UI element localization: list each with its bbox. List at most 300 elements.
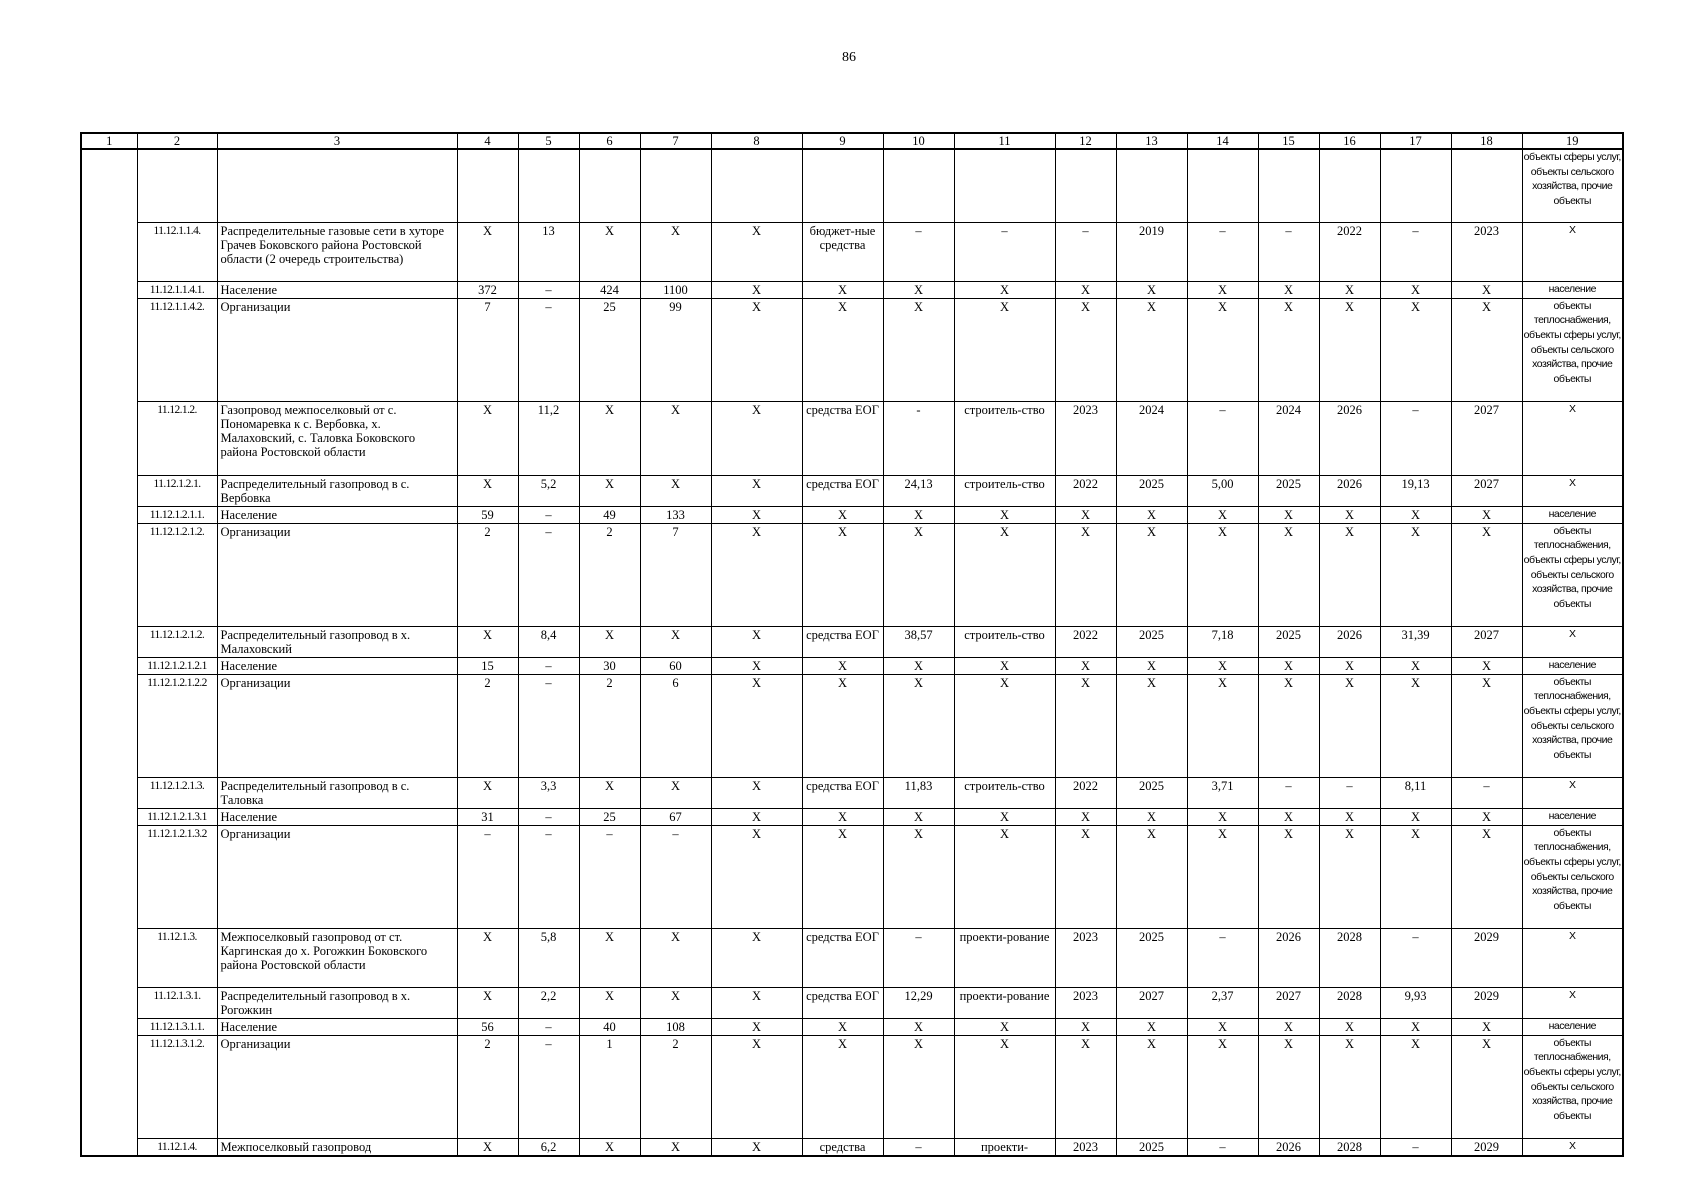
cell-col-12: Х bbox=[1055, 674, 1116, 777]
cell-col-18: Х bbox=[1451, 808, 1522, 825]
cell-col-9: бюджет-ные средства bbox=[802, 222, 883, 281]
cell-col-14: 7,18 bbox=[1187, 626, 1258, 657]
cell-col-6: Х bbox=[579, 928, 640, 987]
cell-col-16: – bbox=[1319, 777, 1380, 808]
cell-col-7: 1100 bbox=[640, 281, 711, 298]
table-row bbox=[81, 401, 1623, 475]
cell-col-10: – bbox=[883, 1138, 954, 1156]
object-name-cell: Газопровод межпоселковый от с. Пономаревка к с. Вербовка, х. Малаховский, с. Таловка Боковского района Ростовской области bbox=[217, 401, 457, 475]
cell-col-19: Х bbox=[1522, 1138, 1623, 1156]
cell-col-11 bbox=[954, 149, 1055, 222]
cell-col-18: Х bbox=[1451, 1035, 1522, 1138]
row-number-cell: 11.12.1.2.1.3. bbox=[137, 777, 217, 808]
cell-col-6: Х bbox=[579, 987, 640, 1018]
cell-col-10: Х bbox=[883, 1018, 954, 1035]
object-name-cell: Население bbox=[217, 808, 457, 825]
cell-col-14: Х bbox=[1187, 657, 1258, 674]
cell-col-14: 2,37 bbox=[1187, 987, 1258, 1018]
cell-col-14: – bbox=[1187, 401, 1258, 475]
cell-col-14: Х bbox=[1187, 281, 1258, 298]
cell-col-12 bbox=[1055, 149, 1116, 222]
cell-col-8: Х bbox=[711, 987, 802, 1018]
cell-col-5: – bbox=[518, 674, 579, 777]
cell-col-16: Х bbox=[1319, 523, 1380, 626]
object-name-cell: Распределительный газопровод в х. Малаховский bbox=[217, 626, 457, 657]
cell-col-14: – bbox=[1187, 222, 1258, 281]
cell-col-10: Х bbox=[883, 674, 954, 777]
row-number-cell: 11.12.1.3. bbox=[137, 928, 217, 987]
cell-col-18: – bbox=[1451, 777, 1522, 808]
cell-col-16: 2022 bbox=[1319, 222, 1380, 281]
cell-col-13: 2027 bbox=[1116, 987, 1187, 1018]
column-header-6: 6 bbox=[579, 133, 640, 149]
cell-col-16: Х bbox=[1319, 281, 1380, 298]
cell-col-12: 2023 bbox=[1055, 401, 1116, 475]
column-header-14: 14 bbox=[1187, 133, 1258, 149]
cell-col-6: 2 bbox=[579, 523, 640, 626]
cell-col-11: проекти-рование bbox=[954, 928, 1055, 987]
table-row bbox=[81, 1138, 1623, 1156]
cell-col-4: 2 bbox=[457, 1035, 518, 1138]
cell-col-16: 2028 bbox=[1319, 987, 1380, 1018]
cell-col-19: население bbox=[1522, 1018, 1623, 1035]
row-number-cell: 11.12.1.1.4.1. bbox=[137, 281, 217, 298]
cell-col-5: 5,2 bbox=[518, 475, 579, 506]
cell-col-10: – bbox=[883, 928, 954, 987]
cell-col-7: 99 bbox=[640, 298, 711, 401]
cell-col-9: средства ЕОГ bbox=[802, 401, 883, 475]
cell-col-13: 2019 bbox=[1116, 222, 1187, 281]
cell-col-11: – bbox=[954, 222, 1055, 281]
cell-col-5: – bbox=[518, 657, 579, 674]
cell-col-18: Х bbox=[1451, 1018, 1522, 1035]
cell-col-18: Х bbox=[1451, 298, 1522, 401]
cell-col-10: - bbox=[883, 401, 954, 475]
cell-col-12: 2022 bbox=[1055, 475, 1116, 506]
cell-col-17: – bbox=[1380, 222, 1451, 281]
column-header-11: 11 bbox=[954, 133, 1055, 149]
cell-col-5: 2,2 bbox=[518, 987, 579, 1018]
cell-col-10: Х bbox=[883, 808, 954, 825]
object-name-cell: Организации bbox=[217, 1035, 457, 1138]
cell-col-8: Х bbox=[711, 1018, 802, 1035]
cell-col-11: Х bbox=[954, 506, 1055, 523]
cell-col-5 bbox=[518, 149, 579, 222]
cell-col-14: Х bbox=[1187, 825, 1258, 928]
cell-col-9: средства ЕОГ bbox=[802, 626, 883, 657]
cell-col-14: Х bbox=[1187, 1035, 1258, 1138]
cell-col-17: 31,39 bbox=[1380, 626, 1451, 657]
cell-col-5: – bbox=[518, 506, 579, 523]
cell-col-15: 2025 bbox=[1258, 475, 1319, 506]
row-number-cell: 11.12.1.2.1.2.2 bbox=[137, 674, 217, 777]
cell-col-5: – bbox=[518, 808, 579, 825]
cell-col-14: – bbox=[1187, 1138, 1258, 1156]
cell-col-12: Х bbox=[1055, 523, 1116, 626]
cell-col-12: Х bbox=[1055, 1035, 1116, 1138]
object-name-cell: Организации bbox=[217, 523, 457, 626]
cell-col-19: объекты теплоснабжения, объекты сферы услуг, объекты сельского хозяйства, прочие объекты bbox=[1522, 298, 1623, 401]
cell-col-7: Х bbox=[640, 928, 711, 987]
page-number: 86 bbox=[842, 50, 856, 65]
cell-col-16: 2028 bbox=[1319, 928, 1380, 987]
row-number-cell: 11.12.1.2.1.2.1 bbox=[137, 657, 217, 674]
cell-col-4: 2 bbox=[457, 674, 518, 777]
cell-col-16: 2026 bbox=[1319, 626, 1380, 657]
row-number-cell: 11.12.1.2.1.3.2 bbox=[137, 825, 217, 928]
cell-col-17: – bbox=[1380, 401, 1451, 475]
cell-col-6: Х bbox=[579, 475, 640, 506]
cell-col-13: 2025 bbox=[1116, 1138, 1187, 1156]
cell-col-7: Х bbox=[640, 475, 711, 506]
cell-col-4: 372 bbox=[457, 281, 518, 298]
cell-col-10: Х bbox=[883, 657, 954, 674]
cell-col-18: 2027 bbox=[1451, 475, 1522, 506]
table-row bbox=[81, 149, 1623, 222]
cell-col-16: Х bbox=[1319, 1035, 1380, 1138]
cell-col-6: 25 bbox=[579, 298, 640, 401]
cell-col-9: Х bbox=[802, 825, 883, 928]
cell-col-17: Х bbox=[1380, 808, 1451, 825]
row-number-cell: 11.12.1.2.1.3.1 bbox=[137, 808, 217, 825]
object-name-cell: Распределительные газовые сети в хуторе Грачев Боковского района Ростовской области (2 очередь строительства) bbox=[217, 222, 457, 281]
cell-col-10: Х bbox=[883, 825, 954, 928]
cell-col-17: Х bbox=[1380, 825, 1451, 928]
row-number-cell: 11.12.1.3.1.1. bbox=[137, 1018, 217, 1035]
cell-col-10: 24,13 bbox=[883, 475, 954, 506]
cell-col-11: проекти- bbox=[954, 1138, 1055, 1156]
cell-col-19: население bbox=[1522, 808, 1623, 825]
cell-col-9: Х bbox=[802, 808, 883, 825]
cell-col-18: 2023 bbox=[1451, 222, 1522, 281]
cell-col-10: 38,57 bbox=[883, 626, 954, 657]
column-header-13: 13 bbox=[1116, 133, 1187, 149]
cell-col-19: Х bbox=[1522, 777, 1623, 808]
object-name-cell: Распределительный газопровод в х. Рогожкин bbox=[217, 987, 457, 1018]
cell-col-19: объекты сферы услуг, объекты сельского хозяйства, прочие объекты bbox=[1522, 149, 1623, 222]
cell-col-5: 11,2 bbox=[518, 401, 579, 475]
column-header-19: 19 bbox=[1522, 133, 1623, 149]
object-name-cell: Распределительный газопровод в с. Вербовка bbox=[217, 475, 457, 506]
table-row bbox=[81, 987, 1623, 1018]
cell-col-17 bbox=[1380, 149, 1451, 222]
cell-col-13: Х bbox=[1116, 808, 1187, 825]
cell-col-11: Х bbox=[954, 657, 1055, 674]
cell-col-14: 5,00 bbox=[1187, 475, 1258, 506]
cell-col-14: Х bbox=[1187, 808, 1258, 825]
cell-col-5: – bbox=[518, 1035, 579, 1138]
cell-col-15: 2026 bbox=[1258, 928, 1319, 987]
cell-col-15: 2025 bbox=[1258, 626, 1319, 657]
cell-col-12: 2023 bbox=[1055, 1138, 1116, 1156]
object-name-cell: Население bbox=[217, 1018, 457, 1035]
cell-col-8: Х bbox=[711, 674, 802, 777]
cell-col-12: 2022 bbox=[1055, 777, 1116, 808]
cell-col-7: Х bbox=[640, 626, 711, 657]
cell-col-19: Х bbox=[1522, 626, 1623, 657]
cell-col-9: средства ЕОГ bbox=[802, 475, 883, 506]
cell-col-12: Х bbox=[1055, 657, 1116, 674]
row-number-cell: 11.12.1.1.4. bbox=[137, 222, 217, 281]
cell-col-13: 2025 bbox=[1116, 626, 1187, 657]
row-number-cell bbox=[137, 149, 217, 222]
cell-col-5: 13 bbox=[518, 222, 579, 281]
cell-col-7: 7 bbox=[640, 523, 711, 626]
column-header-17: 17 bbox=[1380, 133, 1451, 149]
cell-col-4: 15 bbox=[457, 657, 518, 674]
object-name-cell: Организации bbox=[217, 825, 457, 928]
cell-col-8: Х bbox=[711, 281, 802, 298]
cell-col-7: Х bbox=[640, 777, 711, 808]
cell-col-10: 12,29 bbox=[883, 987, 954, 1018]
table-row bbox=[81, 1018, 1623, 1035]
cell-col-17: Х bbox=[1380, 506, 1451, 523]
cell-col-10 bbox=[883, 149, 954, 222]
cell-col-9: Х bbox=[802, 298, 883, 401]
cell-col-19: объекты теплоснабжения, объекты сферы услуг, объекты сельского хозяйства, прочие объекты bbox=[1522, 825, 1623, 928]
cell-col-13: Х bbox=[1116, 674, 1187, 777]
cell-col-14: Х bbox=[1187, 298, 1258, 401]
cell-col-12: Х bbox=[1055, 1018, 1116, 1035]
cell-col-19: Х bbox=[1522, 475, 1623, 506]
cell-col-8: Х bbox=[711, 1035, 802, 1138]
column-header-18: 18 bbox=[1451, 133, 1522, 149]
object-name-cell: Межпоселковый газопровод bbox=[217, 1138, 457, 1156]
cell-col-4 bbox=[457, 149, 518, 222]
cell-col-7: Х bbox=[640, 222, 711, 281]
cell-col-14: Х bbox=[1187, 506, 1258, 523]
row-number-cell: 11.12.1.4. bbox=[137, 1138, 217, 1156]
cell-col-6: Х bbox=[579, 222, 640, 281]
cell-col-5: – bbox=[518, 298, 579, 401]
cell-col-14: 3,71 bbox=[1187, 777, 1258, 808]
cell-col-6: 25 bbox=[579, 808, 640, 825]
cell-col-13: Х bbox=[1116, 523, 1187, 626]
column-1-cell bbox=[81, 149, 137, 1156]
cell-col-9: Х bbox=[802, 506, 883, 523]
cell-col-19: Х bbox=[1522, 222, 1623, 281]
cell-col-7: – bbox=[640, 825, 711, 928]
cell-col-11: проекти-рование bbox=[954, 987, 1055, 1018]
cell-col-12: Х bbox=[1055, 298, 1116, 401]
cell-col-4: – bbox=[457, 825, 518, 928]
cell-col-9: Х bbox=[802, 523, 883, 626]
cell-col-16: Х bbox=[1319, 1018, 1380, 1035]
cell-col-8: Х bbox=[711, 506, 802, 523]
cell-col-15: 2027 bbox=[1258, 987, 1319, 1018]
cell-col-15: Х bbox=[1258, 808, 1319, 825]
table-row bbox=[81, 825, 1623, 928]
column-header-4: 4 bbox=[457, 133, 518, 149]
cell-col-13: Х bbox=[1116, 1035, 1187, 1138]
cell-col-16: Х bbox=[1319, 506, 1380, 523]
cell-col-4: Х bbox=[457, 475, 518, 506]
cell-col-7: 60 bbox=[640, 657, 711, 674]
cell-col-14: Х bbox=[1187, 1018, 1258, 1035]
cell-col-13: Х bbox=[1116, 657, 1187, 674]
cell-col-15: Х bbox=[1258, 298, 1319, 401]
cell-col-16: Х bbox=[1319, 657, 1380, 674]
cell-col-11: строитель-ство bbox=[954, 777, 1055, 808]
column-header-16: 16 bbox=[1319, 133, 1380, 149]
cell-col-14: Х bbox=[1187, 523, 1258, 626]
table-row bbox=[81, 523, 1623, 626]
column-header-7: 7 bbox=[640, 133, 711, 149]
cell-col-6: 1 bbox=[579, 1035, 640, 1138]
cell-col-9: Х bbox=[802, 281, 883, 298]
cell-col-10: – bbox=[883, 222, 954, 281]
cell-col-4: Х bbox=[457, 626, 518, 657]
cell-col-16: Х bbox=[1319, 825, 1380, 928]
cell-col-10: Х bbox=[883, 506, 954, 523]
cell-col-17: Х bbox=[1380, 1035, 1451, 1138]
table-row bbox=[81, 808, 1623, 825]
object-name-cell: Организации bbox=[217, 298, 457, 401]
cell-col-11: Х bbox=[954, 825, 1055, 928]
table-row bbox=[81, 222, 1623, 281]
cell-col-4: Х bbox=[457, 401, 518, 475]
cell-col-12: Х bbox=[1055, 281, 1116, 298]
cell-col-11: Х bbox=[954, 674, 1055, 777]
cell-col-10: Х bbox=[883, 281, 954, 298]
column-header-5: 5 bbox=[518, 133, 579, 149]
cell-col-14: Х bbox=[1187, 674, 1258, 777]
cell-col-16: Х bbox=[1319, 674, 1380, 777]
row-number-cell: 11.12.1.1.4.2. bbox=[137, 298, 217, 401]
cell-col-5: – bbox=[518, 1018, 579, 1035]
cell-col-18: Х bbox=[1451, 657, 1522, 674]
cell-col-18 bbox=[1451, 149, 1522, 222]
cell-col-11: строитель-ство bbox=[954, 626, 1055, 657]
cell-col-7 bbox=[640, 149, 711, 222]
cell-col-17: Х bbox=[1380, 657, 1451, 674]
cell-col-12: Х bbox=[1055, 506, 1116, 523]
cell-col-11: Х bbox=[954, 808, 1055, 825]
object-name-cell: Организации bbox=[217, 674, 457, 777]
gasification-table bbox=[80, 132, 1624, 1157]
table-row bbox=[81, 657, 1623, 674]
column-header-1: 1 bbox=[81, 133, 137, 149]
cell-col-8: Х bbox=[711, 401, 802, 475]
row-number-cell: 11.12.1.2.1.1. bbox=[137, 506, 217, 523]
cell-col-4: 59 bbox=[457, 506, 518, 523]
cell-col-11: Х bbox=[954, 1018, 1055, 1035]
cell-col-7: 6 bbox=[640, 674, 711, 777]
cell-col-15: Х bbox=[1258, 281, 1319, 298]
cell-col-13: 2024 bbox=[1116, 401, 1187, 475]
cell-col-8: Х bbox=[711, 1138, 802, 1156]
column-header-8: 8 bbox=[711, 133, 802, 149]
cell-col-11: Х bbox=[954, 523, 1055, 626]
cell-col-13: 2025 bbox=[1116, 928, 1187, 987]
cell-col-19: население bbox=[1522, 506, 1623, 523]
cell-col-15: – bbox=[1258, 777, 1319, 808]
cell-col-8 bbox=[711, 149, 802, 222]
cell-col-5: – bbox=[518, 825, 579, 928]
cell-col-15: 2024 bbox=[1258, 401, 1319, 475]
cell-col-12: – bbox=[1055, 222, 1116, 281]
cell-col-15: Х bbox=[1258, 1035, 1319, 1138]
cell-col-11: Х bbox=[954, 298, 1055, 401]
cell-col-6: Х bbox=[579, 401, 640, 475]
cell-col-4: 56 bbox=[457, 1018, 518, 1035]
cell-col-17: Х bbox=[1380, 674, 1451, 777]
cell-col-17: Х bbox=[1380, 281, 1451, 298]
cell-col-12: Х bbox=[1055, 808, 1116, 825]
cell-col-12: 2022 bbox=[1055, 626, 1116, 657]
row-number-cell: 11.12.1.2.1. bbox=[137, 475, 217, 506]
cell-col-9: Х bbox=[802, 1035, 883, 1138]
cell-col-18: Х bbox=[1451, 825, 1522, 928]
cell-col-13: Х bbox=[1116, 825, 1187, 928]
object-name-cell bbox=[217, 149, 457, 222]
cell-col-4: Х bbox=[457, 1138, 518, 1156]
cell-col-7: Х bbox=[640, 1138, 711, 1156]
cell-col-4: Х bbox=[457, 928, 518, 987]
cell-col-17: – bbox=[1380, 928, 1451, 987]
cell-col-11: Х bbox=[954, 281, 1055, 298]
cell-col-19: Х bbox=[1522, 401, 1623, 475]
object-name-cell: Население bbox=[217, 506, 457, 523]
cell-col-7: Х bbox=[640, 987, 711, 1018]
cell-col-12: Х bbox=[1055, 825, 1116, 928]
cell-col-17: Х bbox=[1380, 1018, 1451, 1035]
table-row bbox=[81, 281, 1623, 298]
cell-col-9: Х bbox=[802, 657, 883, 674]
cell-col-19: население bbox=[1522, 281, 1623, 298]
cell-col-6: 49 bbox=[579, 506, 640, 523]
cell-col-17: 9,93 bbox=[1380, 987, 1451, 1018]
table-row bbox=[81, 475, 1623, 506]
column-header-15: 15 bbox=[1258, 133, 1319, 149]
cell-col-8: Х bbox=[711, 657, 802, 674]
cell-col-17: Х bbox=[1380, 298, 1451, 401]
cell-col-9: Х bbox=[802, 1018, 883, 1035]
cell-col-5: 6,2 bbox=[518, 1138, 579, 1156]
cell-col-19: объекты теплоснабжения, объекты сферы услуг, объекты сельского хозяйства, прочие объекты bbox=[1522, 674, 1623, 777]
cell-col-17: Х bbox=[1380, 523, 1451, 626]
cell-col-4: Х bbox=[457, 222, 518, 281]
cell-col-4: Х bbox=[457, 777, 518, 808]
cell-col-10: Х bbox=[883, 523, 954, 626]
table-row bbox=[81, 1035, 1623, 1138]
cell-col-16: Х bbox=[1319, 808, 1380, 825]
cell-col-4: 31 bbox=[457, 808, 518, 825]
cell-col-6: Х bbox=[579, 777, 640, 808]
cell-col-5: 3,3 bbox=[518, 777, 579, 808]
cell-col-7: 67 bbox=[640, 808, 711, 825]
cell-col-18: 2029 bbox=[1451, 1138, 1522, 1156]
cell-col-18: Х bbox=[1451, 281, 1522, 298]
cell-col-8: Х bbox=[711, 777, 802, 808]
cell-col-18: 2029 bbox=[1451, 928, 1522, 987]
cell-col-5: – bbox=[518, 281, 579, 298]
cell-col-11: Х bbox=[954, 1035, 1055, 1138]
cell-col-8: Х bbox=[711, 626, 802, 657]
cell-col-8: Х bbox=[711, 475, 802, 506]
cell-col-6: 424 bbox=[579, 281, 640, 298]
cell-col-15: Х bbox=[1258, 825, 1319, 928]
object-name-cell: Население bbox=[217, 657, 457, 674]
cell-col-10: 11,83 bbox=[883, 777, 954, 808]
cell-col-13: Х bbox=[1116, 1018, 1187, 1035]
cell-col-15: – bbox=[1258, 222, 1319, 281]
cell-col-16: 2026 bbox=[1319, 401, 1380, 475]
cell-col-5: 8,4 bbox=[518, 626, 579, 657]
cell-col-19: объекты теплоснабжения, объекты сферы услуг, объекты сельского хозяйства, прочие объекты bbox=[1522, 1035, 1623, 1138]
cell-col-6: – bbox=[579, 825, 640, 928]
cell-col-6: 40 bbox=[579, 1018, 640, 1035]
